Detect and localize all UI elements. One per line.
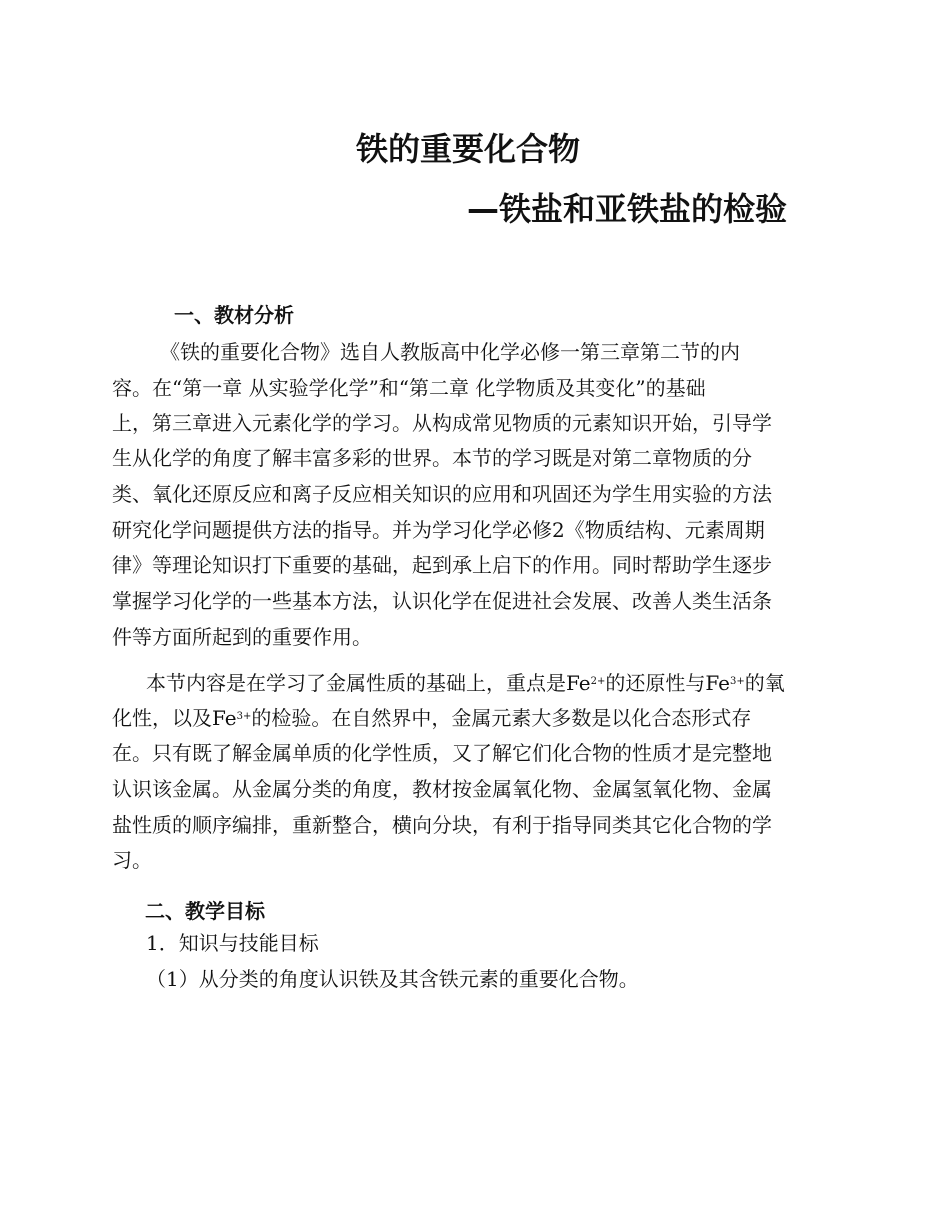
list-item: （1）从分类的角度认识铁及其含铁元素的重要化合物。 — [146, 967, 639, 991]
paragraph-line: 在。只有既了解金属单质的化学性质，又了解它们化合物的性质才是完整地 — [112, 741, 772, 765]
text-segment: 的还原性与Fe — [605, 671, 730, 695]
list-item: 1．知识与技能目标 — [146, 931, 319, 955]
superscript: 3+ — [730, 676, 745, 687]
paragraph-line: 生从化学的角度了解丰富多彩的世界。本节的学习既是对第二章物质的分 — [112, 446, 752, 470]
paragraph-line: 盐性质的顺序编排，重新整合，横向分块，有利于指导同类其它化合物的学 — [112, 813, 772, 837]
document-title: 铁的重要化合物 — [356, 130, 581, 168]
text-segment: 的检验。在自然界中，金属元素大多数是以化合态形式存 — [251, 706, 752, 730]
paragraph-line: 类、氧化还原反应和离子反应相关知识的应用和巩固还为学生用实验的方法 — [112, 482, 772, 506]
paragraph-line: 上，第三章进入元素化学的学习。从构成常见物质的元素知识开始，引导学 — [112, 411, 772, 435]
paragraph-line: 件等方面所起到的重要作用。 — [112, 625, 372, 649]
paragraph-line — [146, 670, 785, 695]
paragraph-line: 认识该金属。从金属分类的角度，教材按金属氧化物、金属氢氧化物、金属 — [112, 777, 772, 801]
paragraph-line — [112, 705, 751, 730]
paragraph-line: 容。在“第一章 从实验学化学”和“第二章 化学物质及其变化”的基础 — [112, 376, 706, 400]
document-subtitle: —铁盐和亚铁盐的检验 — [467, 190, 788, 228]
superscript: 3+ — [236, 711, 252, 722]
text-segment: 化性，以及Fe — [112, 706, 237, 730]
superscript: 2+ — [590, 676, 606, 687]
text-segment: 的氧 — [744, 671, 785, 695]
paragraph-line: 研究化学问题提供方法的指导。并为学习化学必修2《物质结构、元素周期 — [112, 518, 765, 542]
section-heading-2: 二、教学目标 — [145, 899, 265, 923]
text-segment: 本节内容是在学习了金属性质的基础上，重点是Fe — [146, 671, 591, 695]
paragraph-line: 习。 — [112, 848, 152, 872]
paragraph-line: 掌握学习化学的一些基本方法，认识化学在促进社会发展、改善人类生活条 — [112, 589, 772, 613]
section-heading-1: 一、教材分析 — [174, 303, 294, 327]
paragraph-line: 《铁的重要化合物》选自人教版高中化学必修一第三章第二节的内 — [160, 340, 740, 364]
paragraph-line: 律》等理论知识打下重要的基础，起到承上启下的作用。同时帮助学生逐步 — [112, 553, 772, 577]
